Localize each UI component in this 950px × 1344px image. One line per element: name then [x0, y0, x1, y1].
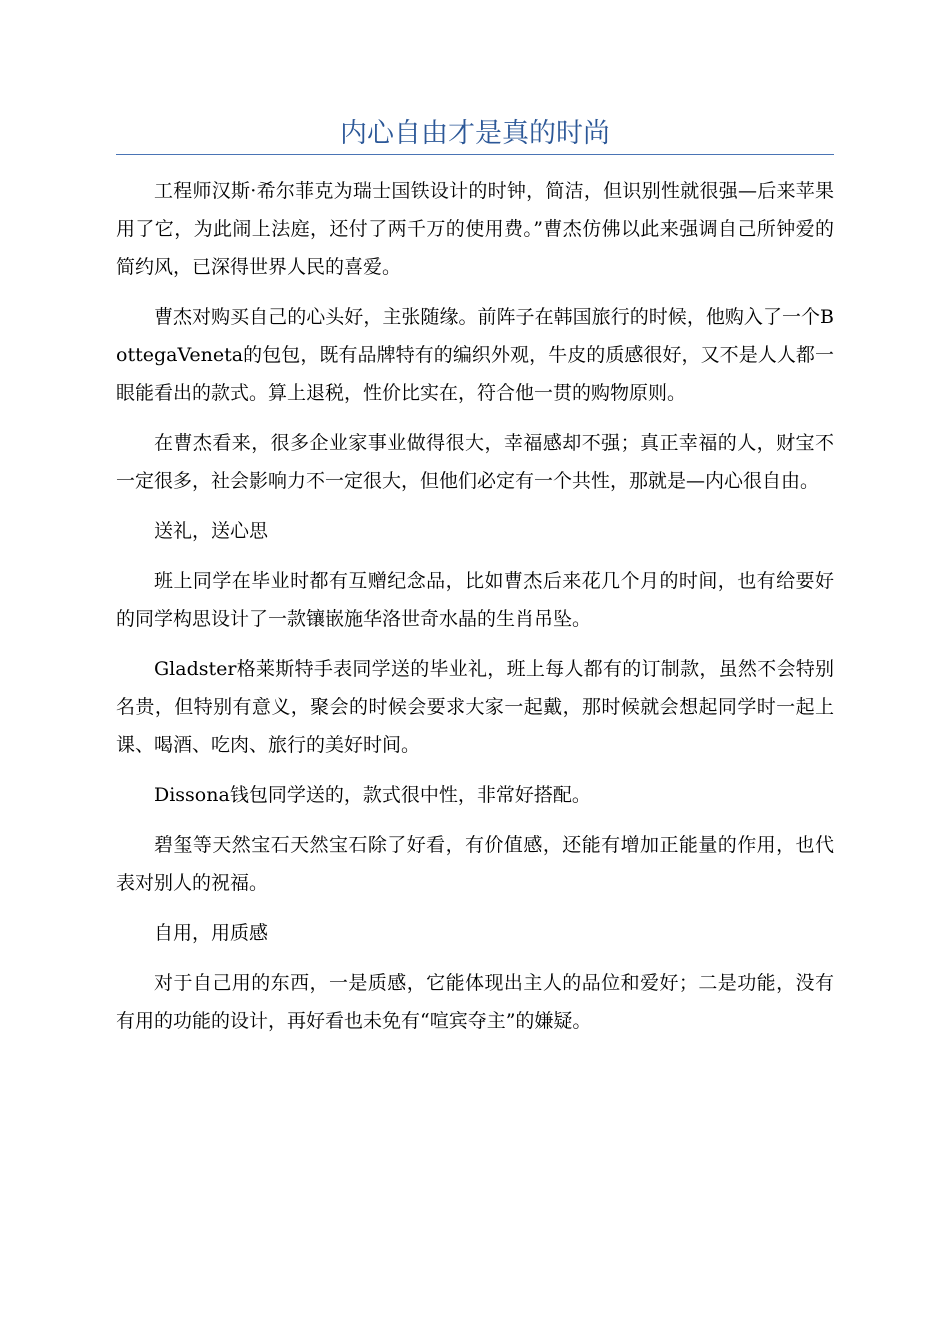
document-title: 内心自由才是真的时尚 — [340, 118, 610, 149]
section-heading-gifts: 送礼，送心思 — [154, 520, 269, 542]
paragraph-watch: Gladster格莱斯特手表同学送的毕业礼，班上每人都有的订制款，虽然不会特别名贵，但特别有意义，聚会的时候会要求大家一起戴，那时候就会想起同学时一起上课、喝酒、吃肉、旅行的美好时间。 — [116, 658, 834, 756]
paragraph-gemstones: 碧玺等天然宝石天然宝石除了好看，有价值感，还能有增加正能量的作用，也代表对别人的祝福。 — [116, 834, 834, 894]
paragraph-clock: 工程师汉斯·希尔菲克为瑞士国铁设计的时钟，简洁，但识别性就很强—后来苹果用了它，为此闹上法庭，还付了两千万的使用费。”曹杰仿佛以此来强调自己所钟爱的简约风，已深得世界人民的喜爱。 — [116, 180, 834, 278]
paragraph-quality: 对于自己用的东西，一是质感，它能体现出主人的品位和爱好；二是功能，没有有用的功能的设计，再好看也未免有“喧宾夺主”的嫌疑。 — [116, 972, 834, 1032]
document-body — [116, 172, 834, 1052]
paragraph-wallet: Dissona钱包同学送的，款式很中性，非常好搭配。 — [154, 784, 591, 806]
paragraph-graduation-gifts: 班上同学在毕业时都有互赠纪念品，比如曹杰后来花几个月的时间，也有给要好的同学构思设计了一款镶嵌施华洛世奇水晶的生肖吊坠。 — [116, 570, 834, 630]
section-heading-self-use: 自用，用质感 — [154, 922, 269, 944]
paragraph-happiness: 在曹杰看来，很多企业家事业做得很大，幸福感却不强；真正幸福的人，财宝不一定很多，社会影响力不一定很大，但他们必定有一个共性，那就是—内心很自由。 — [116, 432, 834, 492]
paragraph-shopping: 曹杰对购买自己的心头好，主张随缘。前阵子在韩国旅行的时候，他购入了一个BottegaVeneta的包包，既有品牌特有的编织外观，牛皮的质感很好，又不是人人都一眼能看出的款式。算上退税，性价比实在，符合他一贯的购物原则。 — [116, 306, 834, 404]
title-underline — [116, 154, 834, 155]
